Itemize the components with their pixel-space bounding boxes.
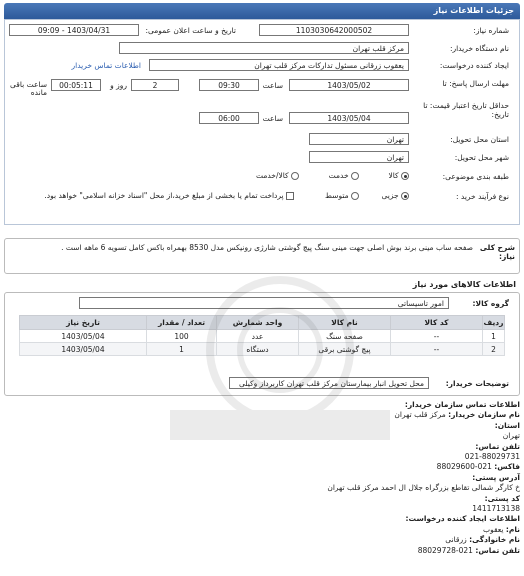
phone-line: تلفن تماس:: [475, 441, 520, 451]
buyer-notes-field: محل تحویل انبار بیمارستان مرکز قلب تهران کاربرداز وکیلی: [229, 377, 429, 389]
col-qty: تعداد / مقدار: [147, 316, 217, 330]
cell-date: 1403/05/04: [20, 330, 147, 343]
description-text: صفحه ساب مینی برند بوش اصلی جهت مینی سنگ پیچ گوشتی شارژی رونیکس مدل 8530 بهمراه باکس کامل تسویه 6 ماهه است .: [61, 243, 473, 252]
cell-name: صفحه سنگ: [299, 330, 391, 343]
deadline-time-label: ساعت: [262, 81, 283, 90]
cell-unit: دستگاه: [217, 343, 299, 356]
process-option-minor[interactable]: جزیی: [381, 191, 409, 200]
category-label: طبقه بندی موضوعی:: [442, 172, 509, 181]
need-number-field: 1103030642000502: [259, 24, 409, 36]
creator-field: یعقوب زرقانی مسئول تدارکات مرکز قلب تهران: [149, 59, 409, 71]
goods-table-wrap: [19, 315, 505, 356]
col-unit: واحد شمارش: [217, 316, 299, 330]
process-option-medium[interactable]: متوسط: [325, 191, 359, 200]
category-option-service[interactable]: خدمت: [329, 171, 359, 180]
cell-qty: 1: [147, 343, 217, 356]
need-details-panel: [4, 19, 520, 225]
cell-code: --: [391, 330, 483, 343]
days-label: روز و: [110, 81, 127, 90]
remaining-label: ساعت باقی مانده: [9, 80, 47, 97]
col-date: تاریخ نیاز: [20, 316, 147, 330]
deadline-time-field: 09:30: [199, 79, 259, 91]
city-field: تهران: [309, 151, 409, 163]
radio-icon: [351, 192, 359, 200]
validity-time-label: ساعت: [262, 114, 283, 123]
process-label: نوع فرآیند خرید :: [455, 192, 509, 201]
province-label: استان محل تحویل:: [450, 135, 509, 144]
table-row: [20, 343, 505, 356]
goods-table-header: [20, 316, 505, 330]
goods-table: [19, 315, 505, 356]
org-contact-heading: اطلاعات تماس سازمان خریدار:: [404, 400, 520, 409]
deadline-date-field: 1403/05/02: [289, 79, 409, 91]
payment-treasury-option[interactable]: پرداخت تمام یا بخشی از مبلغ خرید،از محل "اسناد خزانه اسلامی" خواهد بود.: [44, 191, 294, 200]
description-label: شرح کلی نیاز:: [479, 243, 515, 261]
radio-icon: [291, 172, 299, 180]
address-value: خ کارگر شمالی تقاطع بزرگراه جلال ال احمد مرکز قلب تهران: [327, 483, 520, 493]
checkbox-icon: [286, 192, 294, 200]
cell-date: 1403/05/04: [20, 343, 147, 356]
col-code: کد کالا: [391, 316, 483, 330]
cell-qty: 100: [147, 330, 217, 343]
deadline-label: مهلت ارسال پاسخ: تا: [442, 79, 509, 88]
buyer-field: مرکز قلب تهران: [119, 42, 409, 54]
org-name-line: نام سازمان خریدار: مرکز قلب تهران: [394, 410, 520, 420]
goods-group-label: گروه کالا:: [472, 299, 509, 308]
col-name: نام کالا: [299, 316, 391, 330]
cell-row: 2: [483, 343, 505, 356]
page-title: جزئیات اطلاعات نیاز: [433, 6, 514, 15]
last-name-line: نام خانوادگی: زرقانی: [445, 535, 520, 545]
cell-row: 1: [483, 330, 505, 343]
category-option-both[interactable]: کالا/خدمت: [256, 171, 299, 180]
announce-field: 1403/04/31 - 09:09: [9, 24, 139, 36]
days-field: 2: [131, 79, 179, 91]
radio-icon: [401, 192, 409, 200]
creator-contact-heading: اطلاعات ایجاد کننده درخواست:: [405, 514, 520, 524]
page-title-bar: [4, 3, 520, 19]
creator-label: ایجاد کننده درخواست:: [439, 61, 509, 70]
province-field: تهران: [309, 133, 409, 145]
need-number-label: شماره نیاز:: [473, 26, 509, 35]
first-name-line: نام: یعقوب: [483, 524, 520, 534]
goods-section: [4, 292, 520, 396]
validity-date-field: 1403/05/04: [289, 112, 409, 124]
contact-info: [4, 400, 520, 556]
announce-label: تاریخ و ساعت اعلان عمومی:: [145, 26, 236, 35]
cell-unit: عدد: [217, 330, 299, 343]
city-label: شهر محل تحویل:: [454, 153, 509, 162]
province-value: تهران: [502, 431, 520, 441]
description-section: [4, 238, 520, 274]
category-option-goods[interactable]: کالا: [388, 171, 409, 180]
table-row: [20, 330, 505, 343]
creator-phone-line: تلفن تماس: 021-88029728: [417, 545, 520, 555]
province-line: استان:: [494, 420, 520, 430]
buyer-contact-link[interactable]: اطلاعات تماس خریدار: [71, 61, 141, 70]
radio-icon: [401, 172, 409, 180]
address-line: آدرس پستی:: [472, 472, 520, 482]
buyer-notes-label: توضیحات خریدار:: [445, 379, 509, 388]
buyer-label: نام دستگاه خریدار:: [449, 44, 509, 53]
cell-code: --: [391, 343, 483, 356]
col-row: ردیف: [483, 316, 505, 330]
postal-line: کد پستی:: [484, 493, 520, 503]
goods-group-field: امور تاسیساتی: [79, 297, 449, 309]
validity-label: حداقل تاریخ اعتبار قیمت: تا تاریخ:: [423, 101, 509, 119]
goods-heading: اطلاعات کالاهای مورد نیاز: [412, 280, 516, 289]
postal-value: 1411713138: [472, 504, 520, 514]
phone-value: 021-88029731: [464, 452, 520, 462]
radio-icon: [351, 172, 359, 180]
cell-name: پیچ گوشتی برقی: [299, 343, 391, 356]
remaining-time-field: 00:05:11: [51, 79, 101, 91]
fax-line: فاکس: 021-88029600: [436, 462, 520, 472]
validity-time-field: 06:00: [199, 112, 259, 124]
